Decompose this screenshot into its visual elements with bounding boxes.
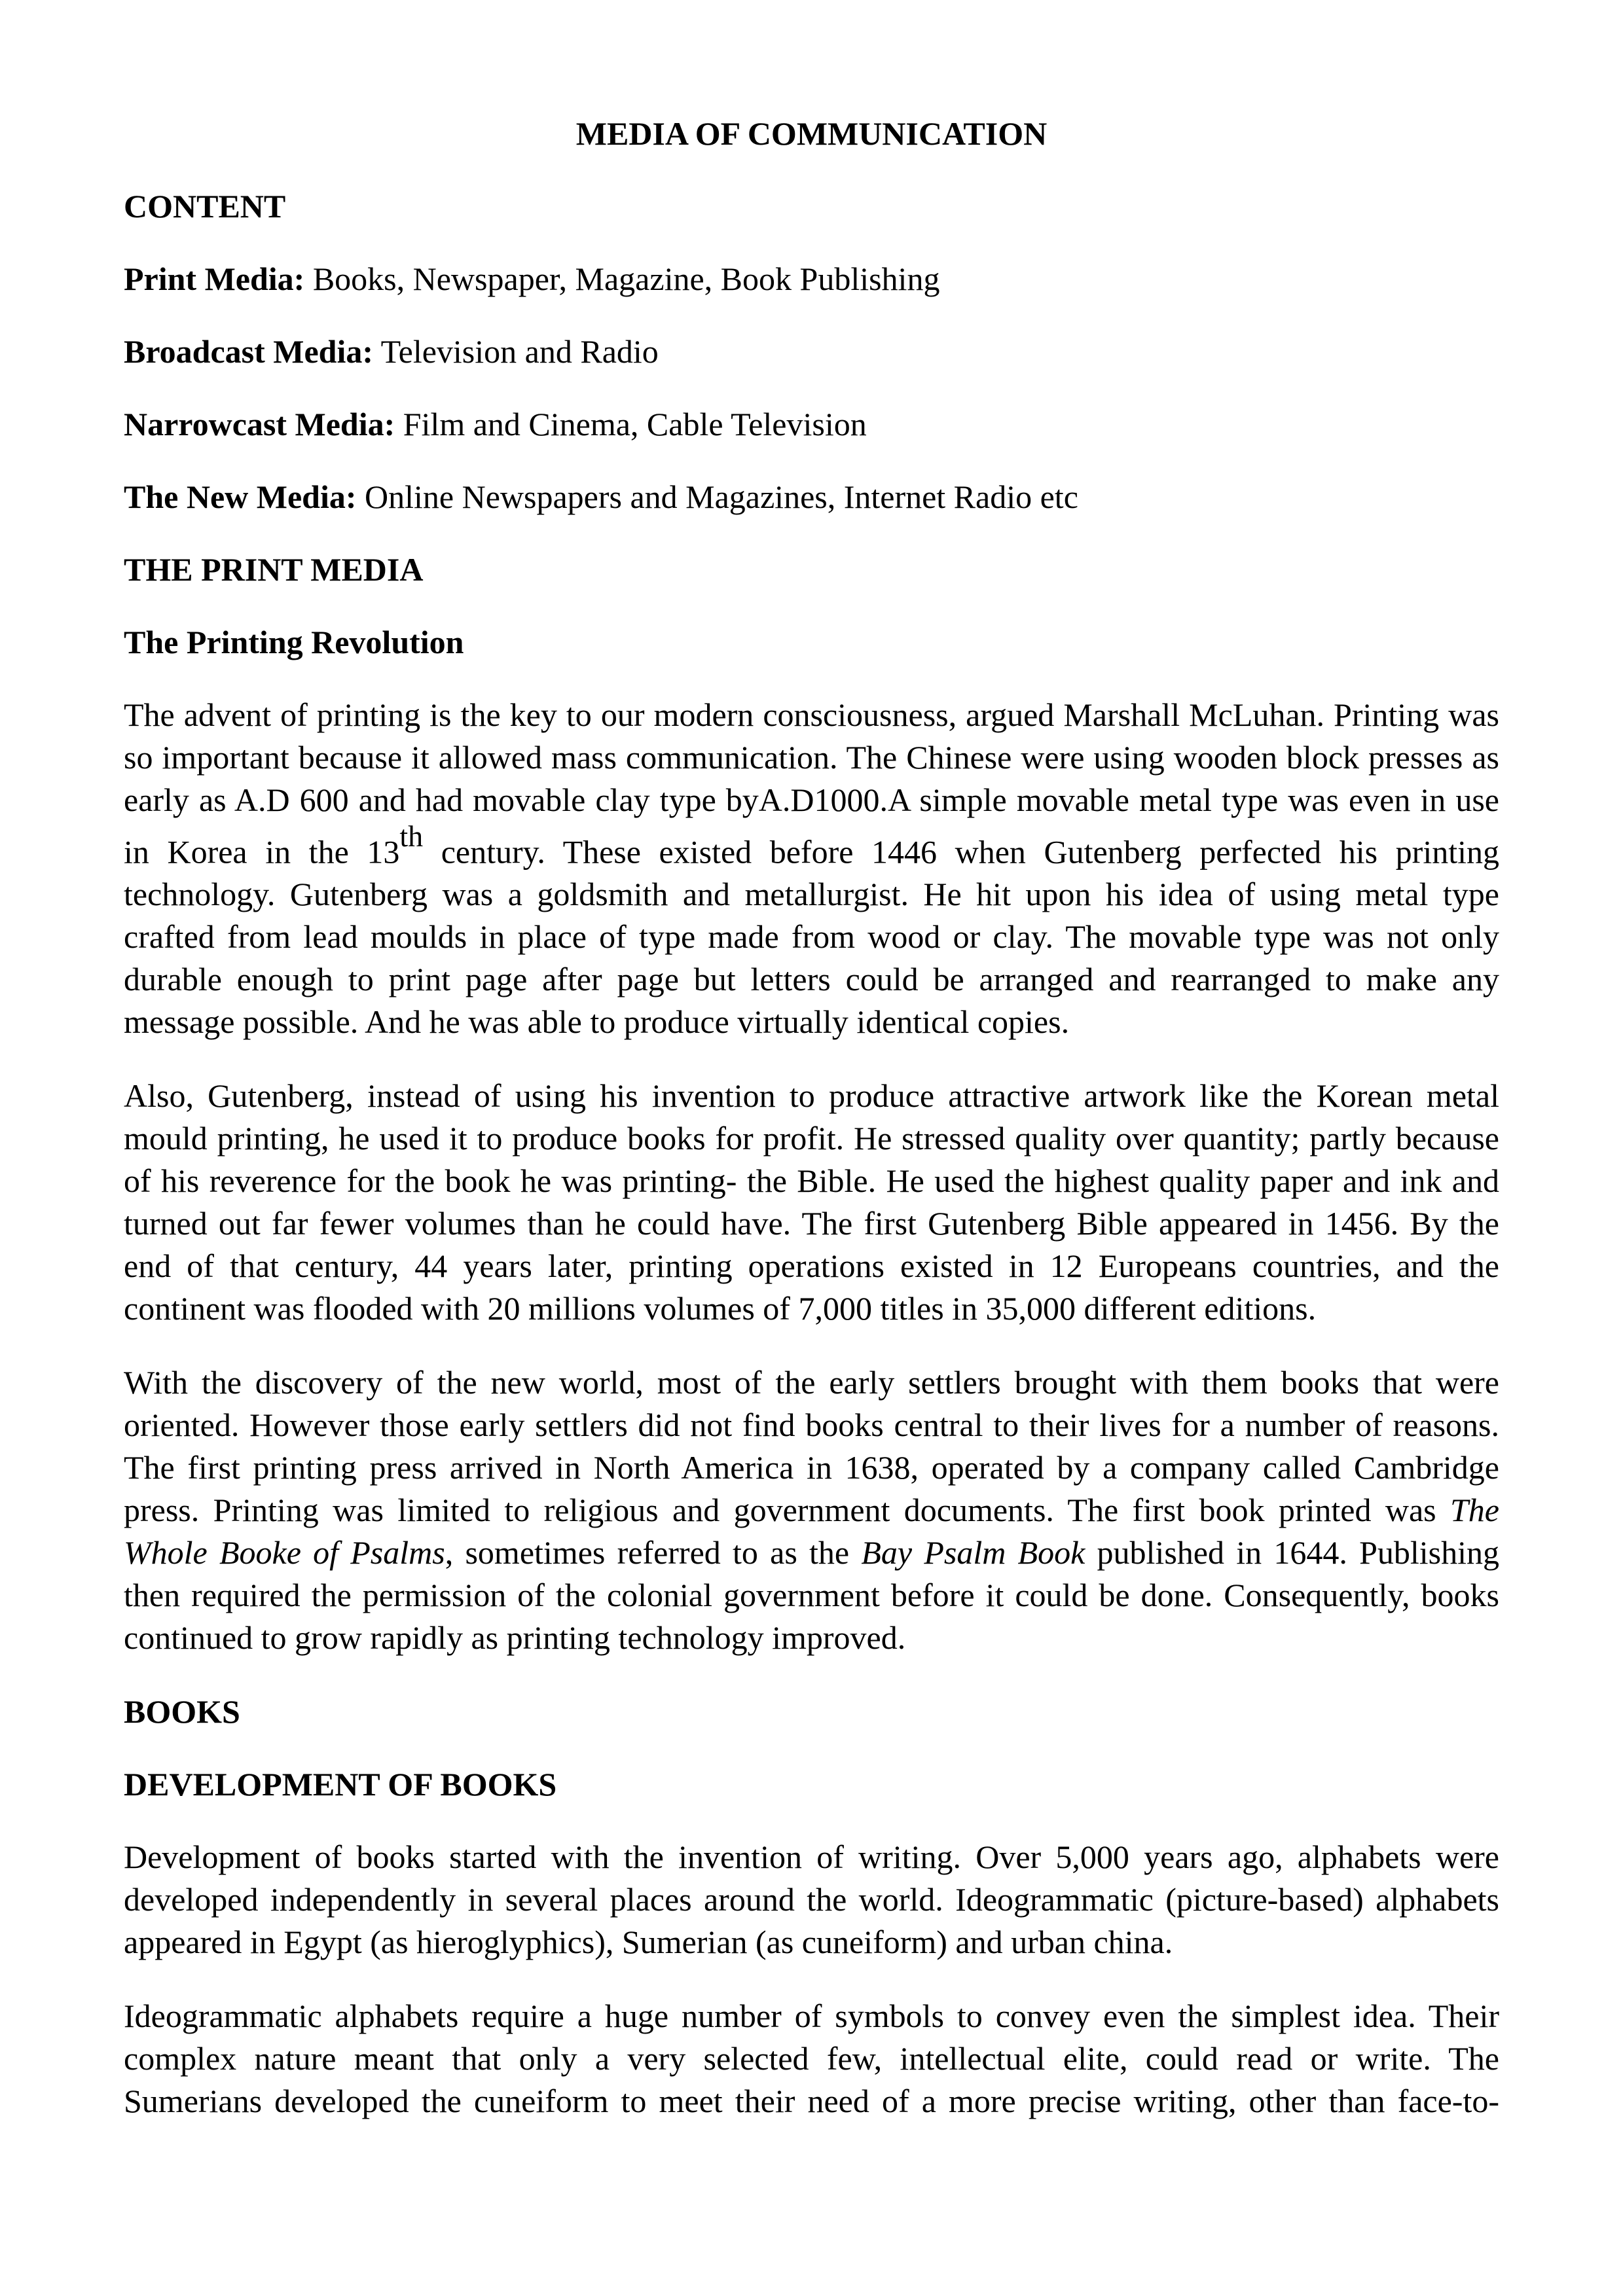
heading-development-of-books: DEVELOPMENT OF BOOKS	[124, 1766, 557, 1803]
entry-label-print-media: Print Media:	[124, 260, 305, 297]
paragraph-development-of-books-1: Development of books started with the invention of writing. Over 5,000 years ago, alphabets were developed independently in several places around the world. Ideogrammatic (picture-based) alphabets appeared in Egypt (as hieroglyphics), Sumerian (as cuneiform) and urban china.	[124, 1839, 1499, 1961]
heading-books: BOOKS	[124, 1693, 240, 1731]
entry-text-print-media: Books, Newspaper, Magazine, Book Publishing	[304, 260, 940, 297]
entry-label-broadcast-media: Broadcast Media:	[124, 333, 373, 370]
paragraph-printing-revolution-3: With the discovery of the new world, most of the early settlers brought with them books that were oriented. However those early settlers did not find books central to their lives for a number of reasons. The first printing press arrived in North America in 1638, operated by a company called Cambridge press. Printing was limited to religious and government documents. The first book printed was The Whole Booke of Psalms, sometimes referred to as the Bay Psalm Book published in 1644. Publishing then required the permission of the colonial government before it could be done. Consequently, books continued to grow rapidly as printing technology improved.	[124, 1364, 1500, 1657]
entry-label-narrowcast-media: Narrowcast Media:	[124, 406, 395, 442]
heading-content: CONTENT	[124, 188, 286, 224]
entry-text-narrowcast-media: Film and Cinema, Cable Television	[395, 406, 867, 442]
paragraph-printing-revolution-1: The advent of printing is the key to our modern consciousness, argued Marshall McLuhan. Printing was so important because it allowed mass communication. The Chinese were using wooden block presses as early as A.D 600 and had movable clay type byA.D1000.A simple movable metal type was even in use in Korea in the 13th century. These existed before 1446 when Gutenberg perfected his printing technology. Gutenberg was a goldsmith and metallurgist. He hit upon his idea of using metal type crafted from lead moulds in place of type made from wood or clay. The movable type was not only durable enough to print page after page but letters could be arranged and rearranged to make any message possible. And he was able to produce virtually identical copies.	[124, 696, 1499, 1041]
paragraph-development-of-books-2: Ideogrammatic alphabets require a huge number of symbols to convey even the simplest idea. Their complex nature meant that only a very selected few, intellectual elite, could read or write. The Sumerians developed the cuneiform to meet their need of a more precise writing, other than face-to-	[124, 1998, 1499, 2120]
heading-printing-revolution: The Printing Revolution	[124, 624, 464, 660]
content-entry-new-media	[124, 476, 1499, 518]
document-title: MEDIA OF COMMUNICATION	[575, 115, 1048, 152]
entry-text-broadcast-media: Television and Radio	[373, 333, 659, 370]
entry-text-new-media: Online Newspapers and Magazines, Internet Radio etc	[356, 478, 1078, 515]
content-entry-print-media	[124, 258, 1499, 300]
paragraph-printing-revolution-2: Also, Gutenberg, instead of using his invention to produce attractive artwork like the Korean metal mould printing, he used it to produce books for profit. He stressed quality over quantity; partly because of his reverence for the book he was printing- the Bible. He used the highest quality paper and ink and turned out far fewer volumes than he could have. The first Gutenberg Bible appeared in 1456. By the end of that century, 44 years later, printing operations existed in 12 Europeans countries, and the continent was flooded with 20 millions volumes of 7,000 titles in 35,000 different editions.	[124, 1077, 1499, 1327]
content-entry-narrowcast-media	[124, 403, 1499, 446]
content-entry-broadcast-media	[124, 331, 1499, 373]
entry-label-new-media: The New Media:	[124, 478, 357, 515]
heading-the-print-media: THE PRINT MEDIA	[124, 551, 424, 588]
